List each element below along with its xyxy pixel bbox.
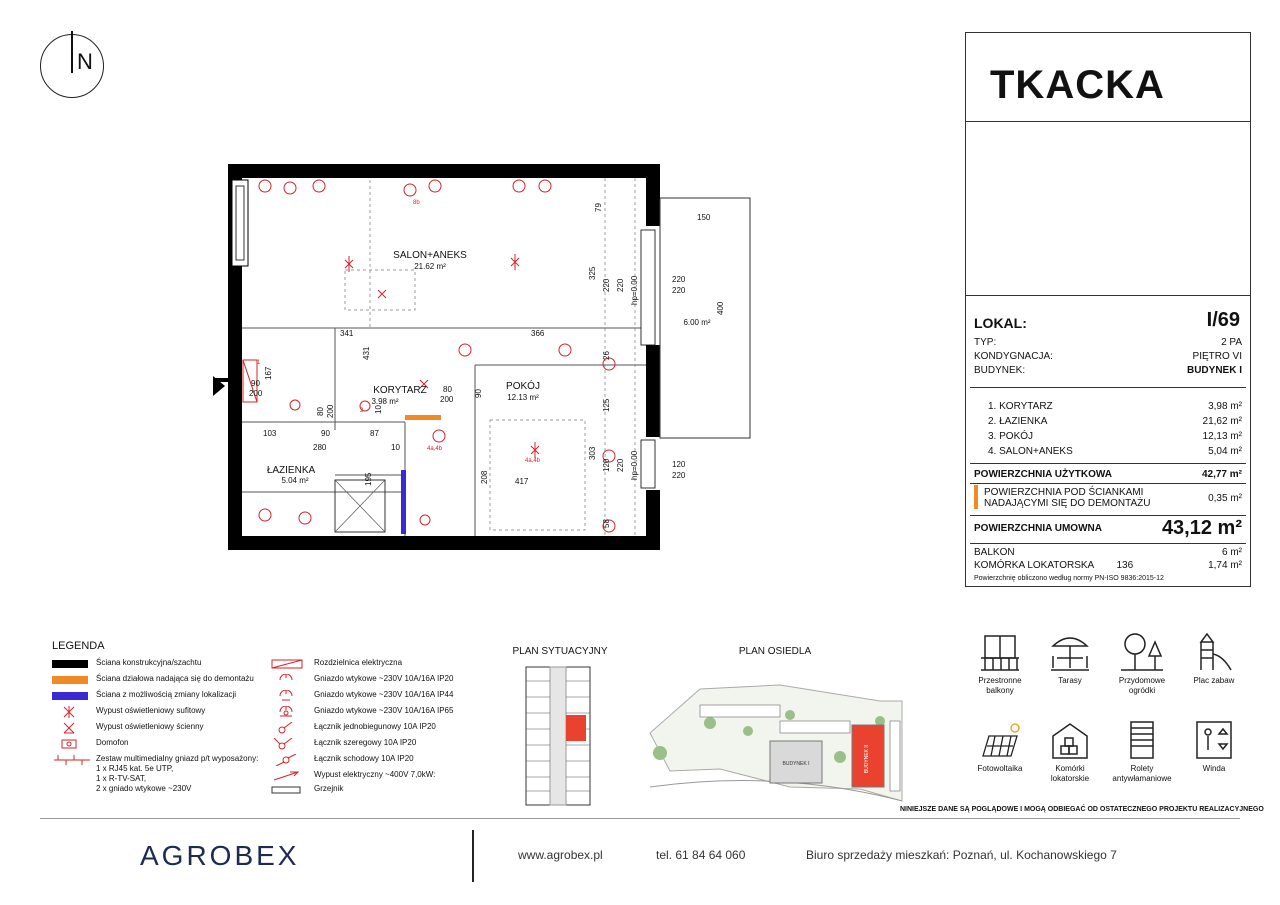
svg-text:87: 87 [370, 429, 379, 438]
room-row: 3. POKÓJ 12,13 m² [988, 431, 1242, 442]
room-area-salon: 21.62 m² [414, 262, 446, 271]
project-title: TKACKA [990, 63, 1165, 107]
room-row: 2. ŁAZIENKA 21,62 m² [988, 416, 1242, 427]
lokal-number: I/69 [1206, 309, 1240, 331]
svg-text:hp=0.00: hp=0.00 [630, 450, 639, 480]
norm-note: Powierzchnię obliczono według normy PN-ISO 9836:2015-12 [974, 575, 1164, 582]
stair-switch-icon [270, 754, 314, 766]
room-area-lazienka: 5.04 m² [281, 476, 309, 485]
legend-item: Łącznik szeregowy 10A IP20 [270, 738, 416, 750]
room-label-korytarz: KORYTARZ [373, 385, 427, 396]
svg-text:220: 220 [672, 471, 686, 480]
svg-text:1: 1 [257, 360, 261, 366]
amenity-elevator: Winda [1184, 720, 1244, 774]
amenity-storage: Komórki lokatorskie [1040, 720, 1100, 784]
usable-area-row: POWIERZCHNIA UŻYTKOWA 42,77 m² [974, 469, 1242, 480]
agrobex-logo: AGROBEX [140, 840, 300, 871]
svg-text:80: 80 [316, 407, 325, 416]
demolition-color-mark [974, 485, 978, 509]
room-area-pokoj: 12.13 m² [507, 393, 539, 402]
svg-text:208: 208 [480, 470, 489, 484]
svg-text:400: 400 [716, 301, 725, 315]
svg-text:BUDYNEK I: BUDYNEK I [782, 761, 810, 767]
footer-divider [472, 830, 474, 882]
socket-ip44-icon [270, 690, 314, 702]
svg-text:220: 220 [672, 275, 686, 284]
svg-text:200: 200 [249, 389, 263, 398]
svg-text:58: 58 [602, 519, 611, 528]
svg-text:195: 195 [364, 472, 373, 486]
solar-panel-icon [977, 720, 1023, 760]
room-area-korytarz: 3.98 m² [371, 397, 399, 406]
plan-sytuacyjny [510, 646, 610, 810]
svg-text:90: 90 [251, 379, 260, 388]
legend-item: Rozdzielnica elektryczna [270, 658, 402, 670]
total-area-row: POWIERZCHNIA UMOWNA 43,12 m² [974, 517, 1242, 539]
svg-text:431: 431 [362, 346, 371, 360]
svg-text:26: 26 [602, 351, 611, 360]
svg-text:120: 120 [672, 460, 686, 469]
svg-text:120: 120 [602, 458, 611, 472]
legend-item: Łącznik schodowy 10A IP20 [270, 754, 414, 766]
info-row: KONDYGNACJA: PIĘTRO VI [974, 351, 1242, 362]
playground-icon [1191, 632, 1237, 672]
amenity-playground: Plac zabaw [1184, 632, 1244, 686]
phone-number: tel. 61 84 64 060 [656, 848, 746, 862]
room-label-salon: SALON+ANEKS [393, 250, 467, 261]
sales-office-address: Biuro sprzedaży mieszkań: Poznań, ul. Kochanowskiego 7 [806, 848, 1117, 862]
svg-text:10: 10 [374, 405, 383, 414]
intercom-icon [52, 738, 96, 750]
svg-text:200: 200 [326, 404, 335, 418]
legend-title: LEGENDA [52, 640, 105, 652]
electrical-panel-icon [270, 658, 314, 670]
demolition-wall [405, 415, 441, 420]
legend-item: Wypust oświetleniowy ścienny [52, 722, 204, 734]
svg-text:220: 220 [672, 286, 686, 295]
svg-text:79: 79 [594, 203, 603, 212]
footer-line [40, 818, 1240, 819]
svg-text:200: 200 [440, 395, 454, 404]
svg-text:325: 325 [588, 266, 597, 280]
divider [966, 121, 1250, 122]
power-outlet-400v-icon [270, 770, 314, 782]
balcony-row: BALKON 6 m² [974, 547, 1242, 558]
series-switch-icon [270, 738, 314, 750]
walls-area-row: POWIERZCHNIA POD ŚCIANKAMI NADAJĄCYMI SIĘ DO DEMONTAŻU 0,35 m² [984, 487, 1242, 509]
socket-ip65-icon [270, 706, 314, 718]
svg-text:150: 150 [697, 213, 711, 222]
garden-icon [1119, 632, 1165, 672]
single-switch-icon [270, 722, 314, 734]
terrace-icon [1047, 632, 1093, 672]
svg-text:417: 417 [515, 477, 529, 486]
info-panel [965, 32, 1251, 587]
svg-text:303: 303 [588, 446, 597, 460]
legend-item: Grzejnik [270, 784, 343, 796]
legend-item: Wypust oświetleniowy sufitowy [52, 706, 205, 718]
svg-text:125: 125 [602, 398, 611, 412]
room-row: 4. SALON+ANEKS 5,04 m² [988, 446, 1242, 457]
amenity-shutters: Rolety antywłamaniowe [1112, 720, 1172, 784]
plan-osiedla [640, 646, 910, 806]
room-label-pokoj: POKÓJ [506, 381, 540, 392]
floor-plan [205, 150, 765, 560]
svg-text:220: 220 [616, 458, 625, 472]
apartment-location-marker [566, 715, 586, 741]
svg-text:341: 341 [340, 329, 354, 338]
svg-text:167: 167 [264, 366, 273, 380]
disclaimer: NINIEJSZE DANE SĄ POGLĄDOWE I MOGĄ ODBIEGAĆ OD OSTATECZNEGO PROJEKTU REALIZACYJNEGO [900, 806, 1264, 813]
svg-text:80: 80 [443, 385, 452, 394]
north-letter: N [77, 49, 93, 74]
amenity-solar: Fotowoltaika [970, 720, 1030, 774]
svg-text:2: 2 [360, 408, 364, 414]
plan-sytuacyjny-title: PLAN SYTUACYJNY [512, 646, 608, 657]
svg-text:4a,4b: 4a,4b [525, 458, 541, 464]
svg-text:90: 90 [321, 429, 330, 438]
estate-map [640, 661, 910, 807]
svg-text:90: 90 [474, 389, 483, 398]
legend-item: Wypust elektryczny ~400V 7,0kW: [270, 770, 435, 782]
svg-text:103: 103 [263, 429, 277, 438]
legend-item: Gniazdo wtykowe ~230V 10A/16A IP65 [270, 706, 453, 718]
svg-text:10: 10 [391, 443, 400, 452]
info-row: BUDYNEK: BUDYNEK I [974, 365, 1242, 376]
svg-text:hp=0.00: hp=0.00 [630, 275, 639, 305]
website-link[interactable]: www.agrobex.pl [518, 848, 603, 862]
amenity-gardens: Przydomowe ogródki [1112, 632, 1172, 696]
balcony-icon [977, 632, 1023, 672]
svg-text:220: 220 [616, 278, 625, 292]
legend-item: Zestaw multimedialny gniazd p/t wyposażony: 1 x RJ45 kat. 5e UTP, 1 x R-TV-SAT, 2 x gniado wtykowe ~230V [52, 754, 258, 794]
movable-wall [401, 470, 406, 534]
legend-item: Domofon [52, 738, 128, 750]
amenity-balconies: Przestronne balkony [970, 632, 1030, 696]
balcony-area: 6.00 m² [683, 318, 711, 327]
legend-item: Gniazdo wtykowe ~230V 10A/16A IP44 [270, 690, 453, 702]
roller-shutter-icon [1119, 720, 1165, 760]
svg-text:366: 366 [531, 329, 545, 338]
radiator-icon [270, 784, 314, 796]
site-floor-map [510, 661, 610, 809]
svg-text:4a,4b: 4a,4b [427, 446, 443, 452]
north-arrow [40, 34, 104, 98]
legend [44, 640, 474, 810]
svg-text:280: 280 [313, 443, 327, 452]
amenity-terraces: Tarasy [1040, 632, 1100, 686]
storage-row: KOMÓRKA LOKATORSKA 136 1,74 m² [974, 560, 1242, 571]
svg-text:220: 220 [602, 278, 611, 292]
storage-icon [1047, 720, 1093, 760]
legend-item: Łącznik jednobiegunowy 10A IP20 [270, 722, 436, 734]
svg-text:8b: 8b [413, 200, 420, 206]
room-label-lazienka: ŁAZIENKA [266, 465, 316, 476]
north-needle [71, 31, 73, 73]
multimedia-socket-icon [52, 754, 96, 766]
plan-osiedla-title: PLAN OSIEDLA [738, 646, 812, 657]
socket-ip20-icon [270, 674, 314, 686]
divider [966, 295, 1250, 296]
ceiling-light-icon [52, 706, 96, 718]
elevator-icon [1191, 720, 1237, 760]
info-row: TYP: 2 PA [974, 337, 1242, 348]
lokal-label: LOKAL: [974, 315, 1027, 331]
legend-item: Ściana konstrukcyjna/szachtu [52, 658, 201, 670]
svg-text:BUDYNEK II: BUDYNEK II [864, 744, 870, 774]
legend-item: Gniazdo wtykowe ~230V 10A/16A IP20 [270, 674, 453, 686]
legend-item: Ściana działowa nadająca się do demontażu [52, 674, 254, 686]
wall-light-icon [52, 722, 96, 734]
room-row: 1. KORYTARZ 3,98 m² [988, 401, 1242, 412]
legend-item: Ściana z możliwością zmiany lokalizacji [52, 690, 236, 702]
